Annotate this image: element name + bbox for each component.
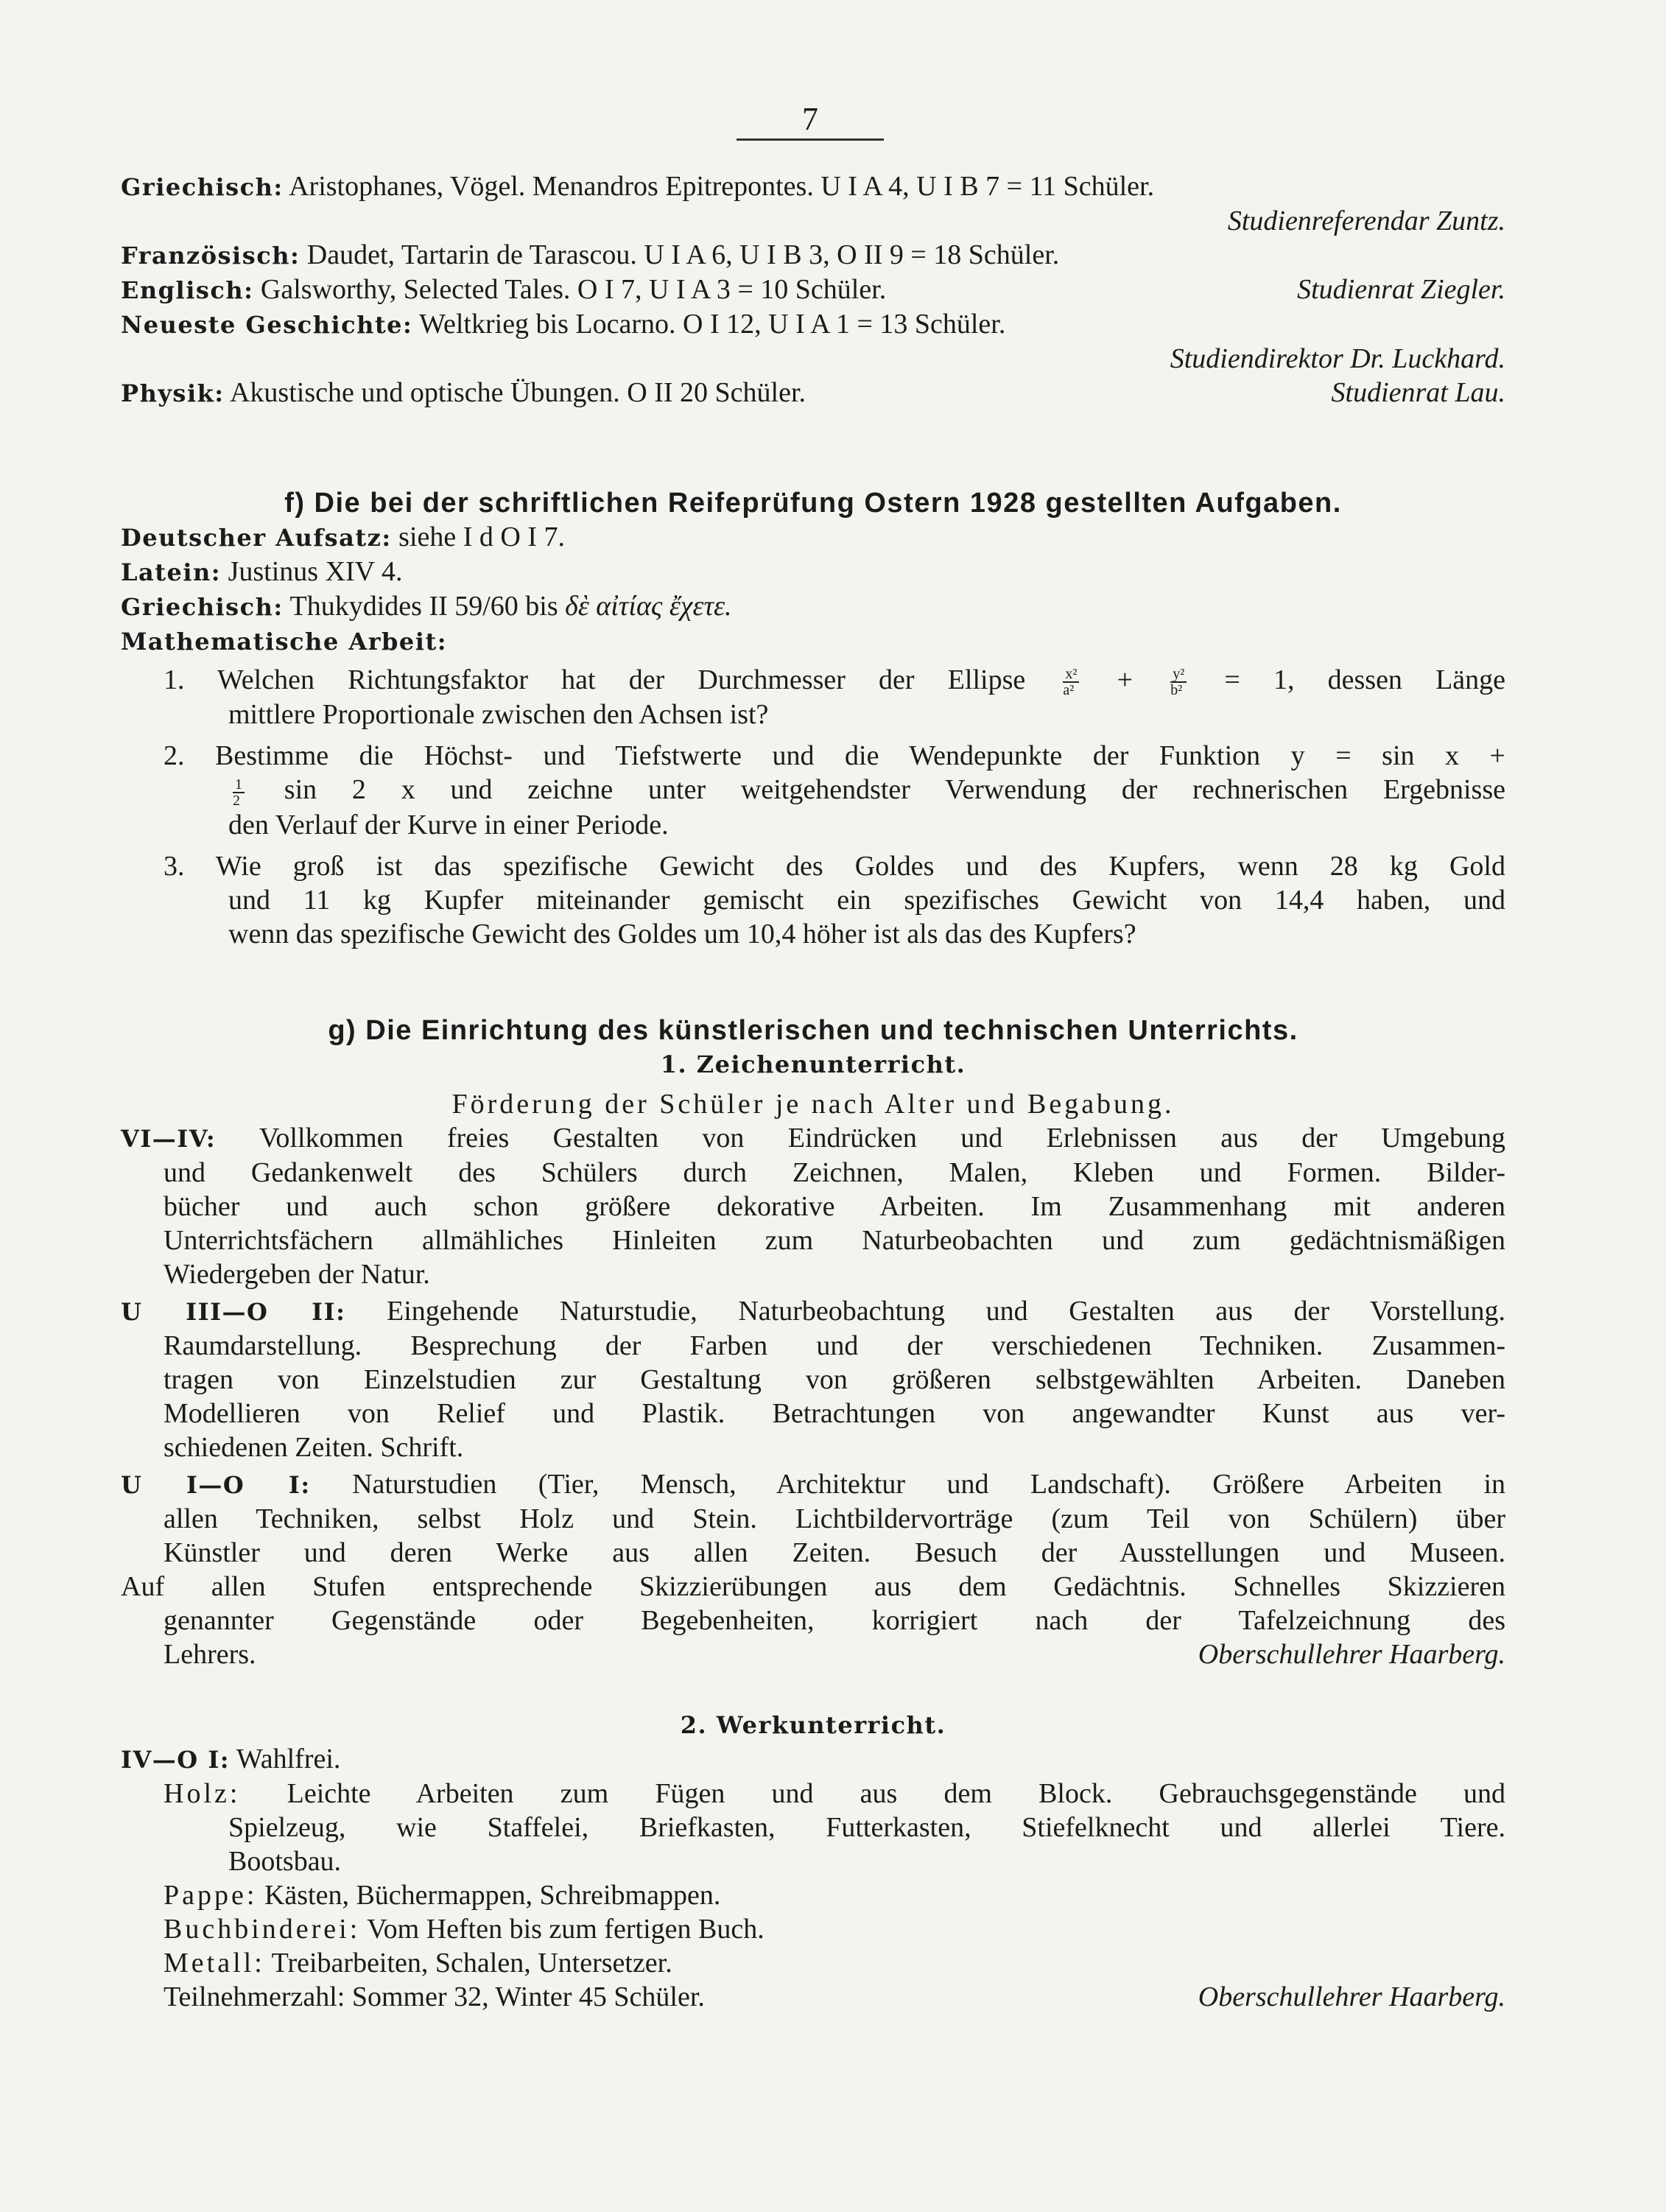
workshop-bookbinding: Buchbinderei: Vom Heften bis zum fertigen Buch. <box>164 1914 765 1945</box>
exam-math: Mathematische Arbeit: <box>121 628 448 656</box>
section-g <box>121 1014 1505 2014</box>
fraction-x2-a2: $\frac{\text{x²}}{\text{a²}}$ <box>1063 667 1079 698</box>
subsection-workshop-title: 2. Werkunterricht. <box>680 1711 946 1739</box>
course-history-teacher: Studiendirektor Dr. Luckhard. <box>1170 343 1505 374</box>
fraction-y2-b2: $\frac{\text{y²}}{\text{b²}}$ <box>1170 667 1187 698</box>
workshop-participants: Teilnehmerzahl: Sommer 32, Winter 45 Schüler. Oberschullehrer Haarberg. <box>164 1981 1505 2012</box>
course-french: Französisch: Daudet, Tartarin de Tarascou. U I A 6, U I B 3, O II 9 = 18 Schüler. <box>121 239 1060 270</box>
section-f-title: f) Die bei der schriftlichen Reifeprüfung Ostern 1928 gestellten Aufgaben. <box>284 488 1342 519</box>
course-greek: Griechisch: Aristophanes, Vögel. Menandros Epitrepontes. U I A 4, U I B 7 = 11 Schüler. <box>121 171 1155 202</box>
course-greek-teacher: Studienreferendar Zuntz. <box>1227 206 1505 236</box>
exam-greek: Griechisch: Thukydides II 59/60 bis δὲ αἰτίας ἔχετε. <box>121 591 732 622</box>
drawing-para-vi-iv: VI—IV: Vollkommen freies Gestalten von Eindrücken und Erlebnissen aus der Umgebung und Gedankenwelt des Schülers durch Zeichnen, Malen, Kleben und Formen. Bilder- bücher und auch schon größere dekorative Arbeiten. Im Zusammenhang mit anderen Unterrichtsfächern allmähliches Hinleiten zum Naturbeobachten und zum gedächtnismäßigen Wiedergeben der Natur. <box>121 1123 1505 1290</box>
section-g-title: g) Die Einrichtung des künstlerischen und technischen Unterrichts. <box>328 1015 1298 1046</box>
courses-block <box>121 169 1505 410</box>
exam-german: Deutscher Aufsatz: siehe I d O I 7. <box>121 522 565 552</box>
subsection-drawing-title: 1. Zeichenunterricht. <box>660 1050 966 1078</box>
section-f <box>121 486 1505 951</box>
course-physics: Physik: Akustische und optische Übungen. O II 20 Schüler. Studienrat Lau. <box>121 377 1505 408</box>
math-task-3: 3. Wie groß ist das spezifische Gewicht des Goldes und des Kupfers, wenn 28 kg Gold und 11 kg Kupfer miteinander gemischt ein spezifisches Gewicht von 14,4 haben, und wenn das spezifische Gewicht des Goldes um 10,4 höher ist als das des Kupfers? <box>164 850 1505 949</box>
course-english: Englisch: Galsworthy, Selected Tales. O I 7, U I A 3 = 10 Schüler. Studienrat Ziegler. <box>121 274 1505 305</box>
drawing-motto: Förderung der Schüler je nach Alter und Begabung. <box>451 1089 1175 1120</box>
page-number-rule <box>737 138 884 141</box>
math-task-2: 2. Bestimme die Höchst- und Tiefstwerte und die Wendepunkte der Funktion y = sin x + $\frac{1}{2}$ sin 2 x und zeichne unter weitgehendster Verwendung der rechnerischen Ergebnisse den Verlauf der Kurve in einer Periode. <box>164 740 1505 840</box>
fraction-one-half: $\frac{1}{2}$ <box>233 777 245 808</box>
workshop-metal: Metall: Treibarbeiten, Schalen, Untersetzer. <box>164 1948 672 1978</box>
drawing-para-ui-oi: U I—O I: Naturstudien (Tier, Mensch, Architektur und Landschaft). Größere Arbeiten in allen Techniken, selbst Holz und Stein. Lichtbildervorträge (zum Teil von Schülern) über Künstler und deren Werke aus allen Zeiten. Besuch der Ausstellungen und Museen. <box>121 1469 1506 1568</box>
workshop-wood: Holz: Leichte Arbeiten zum Fügen und aus dem Block. Gebrauchsgegenstände und <box>164 1778 1505 1809</box>
math-task-1: 1. Welchen Richtungsfaktor hat der Durchmesser der Ellipse $\frac{\text{x²}}{\text{a²}}$ + $\frac{\text{y²}}{\text{b²}}$ = 1, dessen Länge mittlere Proportionale zwischen den Achsen ist? <box>164 664 1506 731</box>
exam-latin: Latein: Justinus XIV 4. <box>121 556 403 587</box>
drawing-para-uiii-oii: U III—O II: Eingehende Naturstudie, Naturbeobachtung und Gestalten aus der Vorstellung. Raumdarstellung. Besprechung der Farben und der verschiedenen Techniken. Zusammen- tragen von Einzelstudien zur Gestaltung von größeren selbstgewählten Arbeiten. Daneben Modellieren von Relief und Plastik. Betrachtungen von angewandter Kunst aus ver- schiedenen Zeiten. Schrift. <box>121 1296 1505 1463</box>
workshop-cardboard: Pappe: Kästen, Büchermappen, Schreibmappen. <box>164 1880 721 1911</box>
workshop-block: IV—O I: Wahlfrei. Holz: Leichte Arbeiten zum Fügen und aus dem Block. Gebrauchsgegenstände und Spielzeug, wie Staffelei, Briefkasten, Futterkasten, Stiefelknecht und allerlei Tiere. Bootsbau. Pappe: Kästen, Büchermappen, Schreibmappen. Buchbinderei: Vom Heften bis zum fertigen Buch. Metall: Treibarbeiten, Schalen, Untersetzer. Teilnehmerzahl: Sommer 32, Winter 45 Schüler. Oberschullehrer Haarberg. <box>121 1744 1505 2012</box>
drawing-para-all-levels: Auf allen Stufen entsprechende Skizzierübungen aus dem Gedächtnis. Schnelles Skizzieren genannter Gegenstände oder Begebenheiten, korrigiert nach der Tafelzeichnung des Lehrers. Oberschullehrer Haarberg. <box>121 1571 1505 1670</box>
page-number: 7 <box>802 101 818 137</box>
course-history: Neueste Geschichte: Weltkrieg bis Locarno. O I 12, U I A 1 = 13 Schüler. <box>121 309 1006 340</box>
workshop-teacher-signature: Oberschullehrer Haarberg. <box>1198 1981 1505 2012</box>
drawing-teacher-signature: Oberschullehrer Haarberg. <box>1198 1639 1505 1670</box>
